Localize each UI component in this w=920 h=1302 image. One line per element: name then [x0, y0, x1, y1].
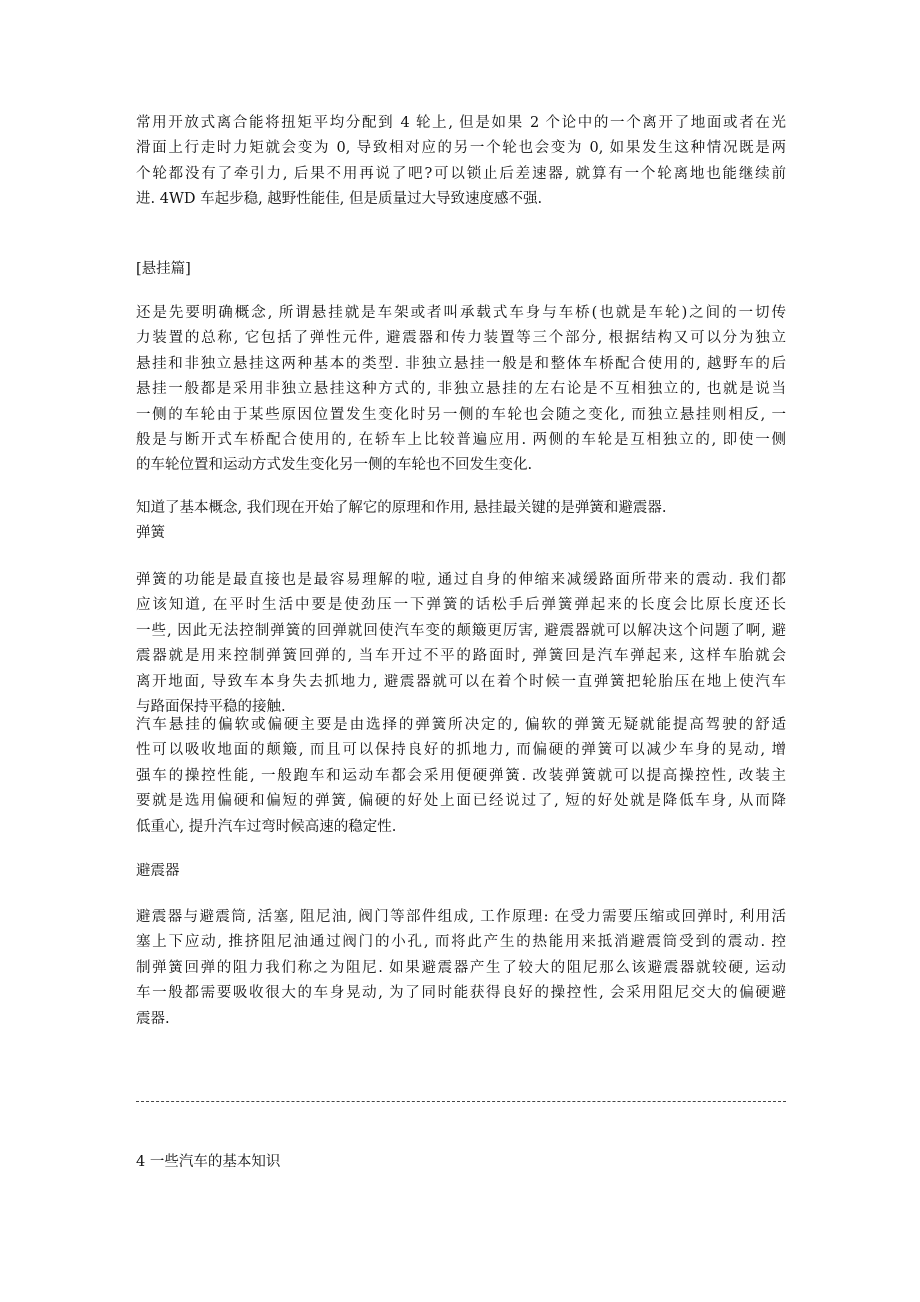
dashed-separator — [136, 1101, 786, 1102]
text-line: 要就是选用偏硬和偏短的弹簧, 偏硬的好处上面已经说过了, 短的好处就是降低车身, 从而降 — [136, 793, 786, 810]
text-line: 车一般都需要吸收很大的车身晃动, 为了同时能获得良好的操控性, 会采用阻尼交大的偏硬避 — [136, 985, 786, 1002]
text-line: 常用开放式离合能将扭矩平均分配到 4 轮上, 但是如果 2 个论中的一个离开了地面或者在光 — [136, 115, 786, 131]
text-line: 汽车悬挂的偏软或偏硬主要是由选择的弹簧所决定的, 偏软的弹簧无疑就能提高驾驶的舒适 — [136, 717, 786, 733]
heading-spring: 弹簧 — [136, 525, 165, 541]
text-line: 个轮都没有了牵引力, 后果不用再说了吧?可以锁止后差速器, 就算有一个轮离地也能继续前 — [136, 165, 786, 182]
text-line: 强车的操控性能, 一般跑车和运动车都会采用便硬弹簧. 改装弹簧就可以提高操控性, 改装主 — [136, 767, 786, 784]
text-line: 弹簧的功能是最直接也是最容易理解的啦, 通过自身的伸缩来减缓路面所带来的震动. 我们都 — [136, 572, 786, 588]
text-line: 制弹簧回弹的阻力我们称之为阻尼. 如果避震器产生了较大的阻尼那么该避震器就较硬, 运动 — [136, 959, 786, 976]
text-line: 避震器与避震筒, 活塞, 阻尼油, 阀门等部件组成, 工作原理: 在受力需要压缩或回弹时, 利用活 — [136, 909, 786, 925]
text-line: 应该知道, 在平时生活中要是使劲压一下弹簧的话松手后弹簧弹起来的长度会比原长度还长 — [136, 597, 786, 614]
paragraph-intro-principle: 知道了基本概念, 我们现在开始了解它的原理和作用, 悬挂最关键的是弹簧和避震器. — [136, 500, 667, 516]
text-line: 一侧的车轮由于某些原因位置发生变化时另一侧的车轮也会随之变化, 而独立悬挂则相反, 一 — [136, 406, 786, 423]
heading-damper: 避震器 — [136, 863, 180, 879]
text-line: 塞上下应动, 推挤阻尼油通过阀门的小孔, 而将此产生的热能用来抵消避震筒受到的震动. 控 — [136, 934, 786, 951]
text-line: 与路面保持平稳的接触. — [136, 699, 286, 716]
text-line: 震器就是用来控制弹簧回弹的, 当车开过不平的路面时, 弹簧回是汽车弹起来, 这样车胎就会 — [136, 648, 786, 665]
text-line: 一些, 因此无法控制弹簧的回弹就回使汽车变的颠簸更厉害, 避震器就可以解决这个问题了啊, 避 — [136, 622, 786, 639]
text-line: 悬挂一般都是采用非独立悬挂这种方式的, 非独立悬挂的左右论是不互相独立的, 也就是说当 — [136, 381, 786, 398]
paragraph-4wd — [136, 111, 786, 213]
paragraph-spring-hardness — [136, 713, 786, 840]
text-line: 低重心, 提升汽车过弯时候高速的稳定性. — [136, 818, 397, 835]
text-line: 性可以吸收地面的颠簸, 而且可以保持良好的抓地力, 而偏硬的弹簧可以减少车身的晃动, 增 — [136, 742, 786, 759]
paragraph-damper — [136, 905, 786, 1032]
text-line: 力装置的总称, 它包括了弹性元件, 避震器和传力装置等三个部分, 根据结构又可以分为独立 — [136, 330, 786, 347]
text-line: 的车轮位置和运动方式发生变化另一侧的车轮也不回发生变化. — [136, 457, 533, 474]
paragraph-concept — [136, 301, 786, 479]
text-line: 震器. — [136, 1010, 170, 1027]
text-line: 悬挂和非独立悬挂这两种基本的类型. 非独立悬挂一般是和整体车桥配合使用的, 越野车的后 — [136, 355, 786, 372]
text-line: 般是与断开式车桥配合使用的, 在轿车上比较普遍应用. 两侧的车轮是互相独立的, 即使一侧 — [136, 432, 786, 449]
text-line: 离开地面, 导致车本身失去抓地力, 避震器就可以在着个时候一直弹簧把轮胎压在地上使汽车 — [136, 673, 786, 690]
paragraph-spring — [136, 568, 786, 720]
next-section-heading: 4 一些汽车的基本知识 — [136, 1154, 281, 1170]
text-line: 进. 4WD 车起步稳, 越野性能佳, 但是质量过大导致速度感不强. — [136, 191, 543, 208]
section-heading-suspension: [悬挂篇] — [136, 261, 191, 277]
text-line: 还是先要明确概念, 所谓悬挂就是车架或者叫承载式车身与车桥(也就是车轮)之间的一切传 — [136, 305, 786, 321]
text-line: 滑面上行走时力矩就会变为 0, 导致相对应的另一个轮也会变为 0, 如果发生这种情况既是两 — [136, 140, 786, 157]
